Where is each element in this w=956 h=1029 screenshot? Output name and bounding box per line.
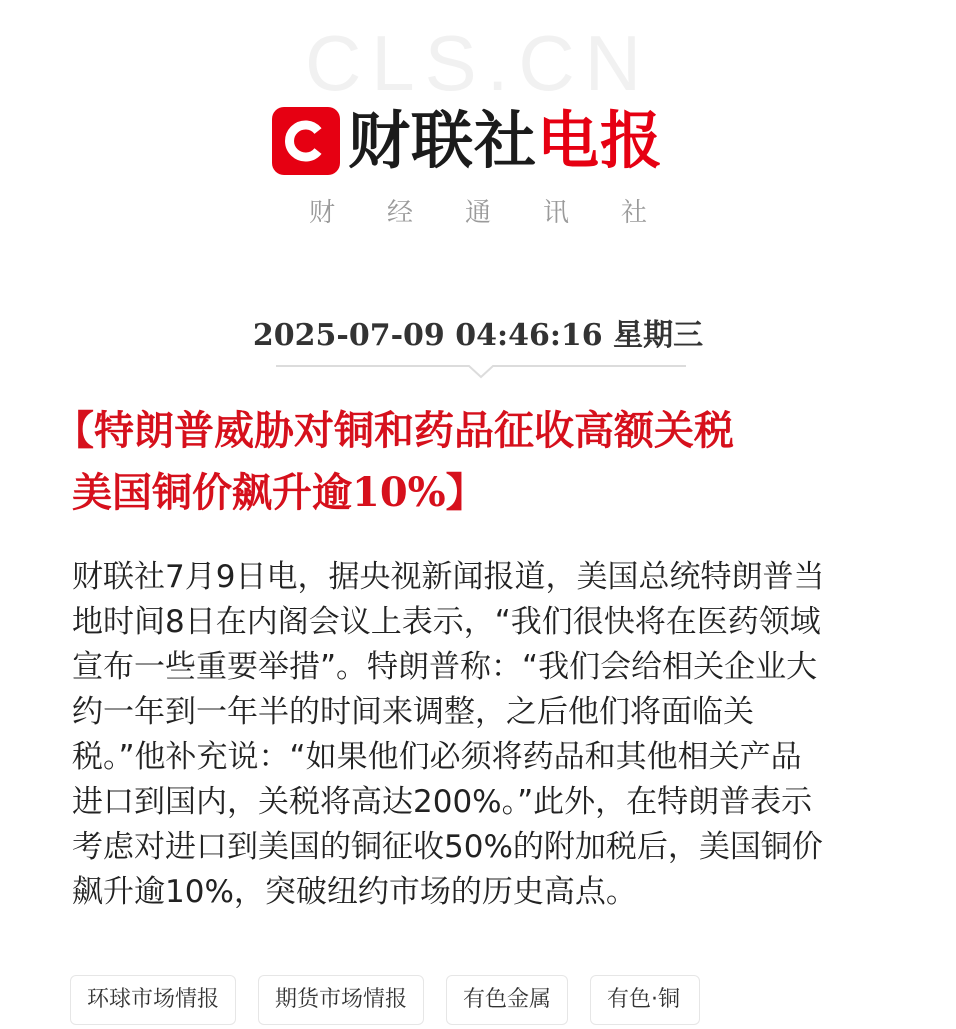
headline-line: 【特朗普威胁对铜和药品征收高额关税	[54, 407, 734, 454]
cls-watermark: CLS.CN	[304, 19, 652, 107]
brand-header	[272, 104, 663, 178]
tag-nonferrous-metals[interactable]: 有色金属	[446, 975, 568, 1025]
brand-name: 财联社	[348, 104, 538, 177]
cls-logo-icon	[272, 107, 340, 175]
publish-datetime: 2025-07-09 04:46:16 星期三	[252, 318, 704, 353]
article-headline	[54, 400, 892, 524]
article-body	[72, 555, 902, 915]
bottom-fade-overlay	[730, 975, 956, 1029]
tag-list	[70, 975, 700, 1027]
body-line: 进口到国内，关税将高达200%。”此外，在特朗普表示	[72, 784, 813, 820]
headline-line: 美国铜价飙升逾10%】	[72, 469, 486, 516]
body-line: 飙升逾10%，突破纽约市场的历史高点。	[72, 874, 637, 910]
body-line: 税。”他补充说：“如果他们必须将药品和其他相关产品	[72, 739, 802, 775]
brand-name-accent: 电报	[537, 104, 664, 177]
brand-subtitle: 财经通讯社	[308, 198, 699, 228]
tag-futures-market[interactable]: 期货市场情报	[258, 975, 424, 1025]
body-line: 宣布一些重要举措”。特朗普称：“我们会给相关企业大	[72, 649, 818, 685]
tag-nonferrous-copper[interactable]: 有色·铜	[590, 975, 700, 1025]
tag-global-market[interactable]: 环球市场情报	[70, 975, 236, 1025]
body-line: 地时间8日在内阁会议上表示，“我们很快将在医药领域	[72, 604, 821, 640]
body-line: 财联社7月9日电，据央视新闻报道，美国总统特朗普当	[72, 559, 825, 595]
body-line: 考虑对进口到美国的铜征收50%的附加税后，美国铜价	[72, 829, 823, 865]
body-line: 约一年到一年半的时间来调整，之后他们将面临关	[72, 694, 754, 730]
